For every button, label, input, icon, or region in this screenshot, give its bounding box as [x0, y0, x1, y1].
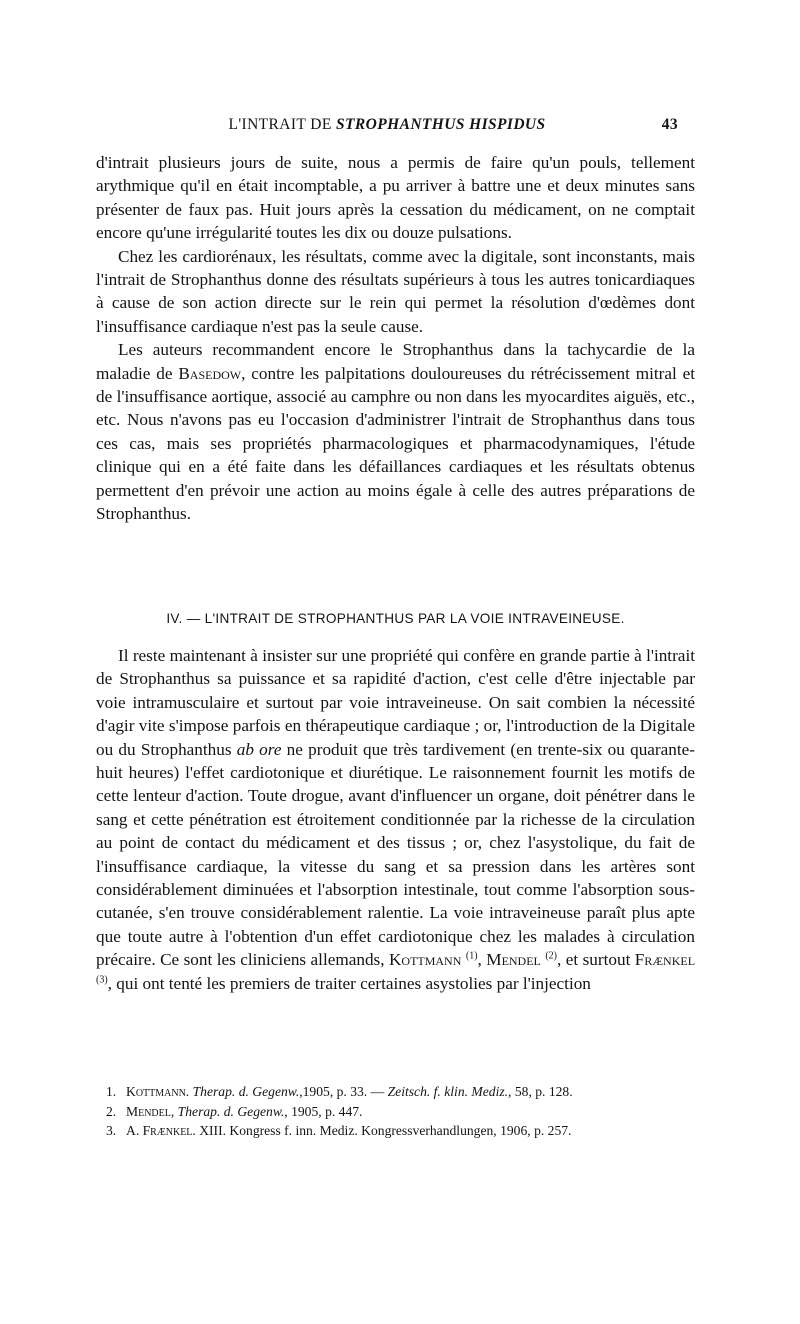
footnote-number: 3. [106, 1123, 117, 1138]
paragraph-text: , [477, 950, 487, 970]
footnote-journal: Therap. d. Gegenw. [177, 1103, 285, 1119]
footnote-text: , 1905, p. 447. [284, 1103, 363, 1119]
page-number: 43 [661, 116, 678, 133]
author-name: Mendel [486, 950, 541, 970]
footnote-ref: (2) [545, 950, 558, 962]
footnote-ref: (1) [465, 950, 478, 962]
paragraph-text: Il reste maintenant à insister sur une propriété qui confère en grande partie à l'intrait de Strophanthus sa puissance et sa rapidité d'action, c'est celle d'être injectable par voie intramusculaire et surtout par voie intraveineuse. On sait combien la nécessité d'agir vite s'impose parfois en thérapeutique cardiaque ; or, l'introduction de la Digitale ou du Strophanthus [96, 646, 695, 759]
footnote-ref: (3) [96, 973, 108, 985]
paragraph: Chez les cardiorénaux, les résultats, comme avec la digitale, sont inconstants, mais l'intrait de Strophanthus donne des résultats supérieurs à tous les autres tonicardiaques à cause de son action directe sur le rein qui permet la résolution d'œdèmes dont l'insuffisance cardiaque n'est pas la seule cause. [96, 246, 695, 336]
footnote-author: Frænkel. [142, 1123, 196, 1138]
body-text-upper [96, 151, 695, 526]
footnotes [106, 1082, 706, 1141]
footnote-journal: Therap. d. Gegenw. [192, 1084, 300, 1099]
footnote-text: ,1905, p. 33. — [299, 1084, 388, 1099]
footnote-text: XIII. Kongress f. inn. Mediz. Kongressverhandlungen, 1906, p. 257. [195, 1123, 572, 1138]
paragraph-text: ne produit que très tardivement (en trente-six ou quarante-huit heures) l'effet cardiotonique et diurétique. Le raisonnement fournit les motifs de cette lenteur d'action. Toute drogue, avant d'influencer un organe, doit pénétrer dans le sang et cette pénétration est étroitement conditionnée par la richesse de la circulation au point de contact du médicament et des tissus ; or, chez l'asystolique, du fait de l'insuffisance cardiaque, la vitesse du sang et sa pression dans les artères sont considérablement diminuées et l'absorption intestinale, tout comme l'absorption sous-cutanée, s'en trouve considérablement ralentie. La voie intraveineuse paraît plus apte que toute autre à l'obtention d'un effet cardiotonique chez les malades à circulation précaire. Ce sont les cliniciens allemands, [96, 739, 695, 970]
paragraph-text: , et surtout [557, 950, 635, 970]
running-title [96, 116, 678, 134]
author-name: Kottmann [388, 950, 462, 970]
body-text-lower [96, 644, 695, 995]
running-title-prefix: L'INTRAIT DE [228, 116, 337, 133]
footnote [106, 1102, 706, 1122]
author-name: Frænkel [634, 950, 696, 970]
footnote [106, 1121, 706, 1141]
running-head [96, 116, 678, 140]
footnote-number: 2. [106, 1103, 117, 1119]
paragraph [96, 644, 695, 995]
paragraph: d'intrait plusieurs jours de suite, nous a permis de faire qu'un pouls, tellement arythmique qu'il en était incomptable, a pu arriver à battre une et deux minutes sans présenter de faux pas. Huit jours après la cessation du médicament, on ne comptait encore qu'une irrégularité toutes les dix ou douze pulsations. [96, 153, 695, 243]
latin-phrase: ab ore [236, 739, 282, 759]
paragraph-text: Les auteurs recommandent encore le Strophanthus dans la tachycardie de la maladie de [96, 340, 695, 383]
footnote [106, 1082, 706, 1102]
author-name: Basedow [178, 363, 242, 383]
section-heading: IV. — L'INTRAIT DE STROPHANTHUS PAR LA VOIE INTRAVEINEUSE. [166, 611, 625, 626]
footnote-number: 1. [106, 1084, 117, 1099]
footnote-author: Kottmann. [126, 1084, 190, 1099]
footnote-text: , 58, p. 128. [508, 1084, 573, 1099]
footnote-prefix: A. [126, 1123, 143, 1138]
paragraph-text: , contre les palpitations douloureuses du rétrécissement mitral et de l'insuffisance aortique, associé au camphre ou non dans les myocardites aiguës, etc., etc. Nous n'avons pas eu l'occasion d'administrer l'intrait de Strophanthus dans tous ces cas, mais ses propriétés pharmacologiques et pharmacodynamiques, l'étude clinique qui en a été faite dans les défaillances cardiaques et les résultats obtenus permettent d'en prévoir une action au moins égale à celle des autres préparations de Strophanthus. [96, 363, 695, 524]
footnote-journal: Zeitsch. f. klin. Mediz. [387, 1084, 509, 1099]
paragraph [96, 338, 695, 525]
running-title-italic: STROPHANTHUS HISPIDUS [336, 116, 546, 133]
paragraph-text: , qui ont tenté les premiers de traiter certaines asystolies par l'injection [107, 973, 591, 993]
footnote-author: Mendel, [126, 1103, 175, 1119]
